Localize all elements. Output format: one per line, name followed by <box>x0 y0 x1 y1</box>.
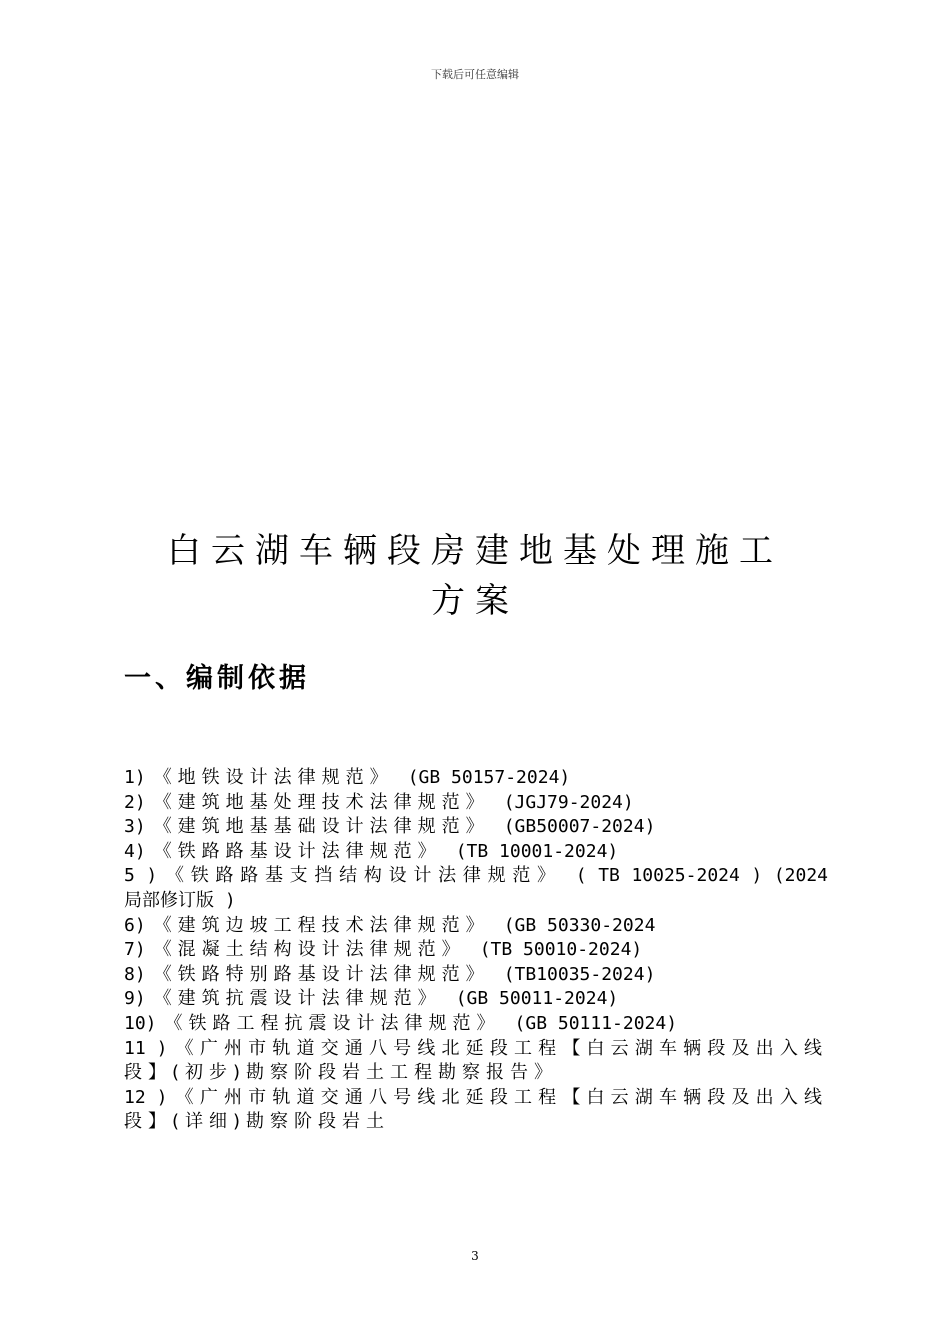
reference-item <box>124 987 828 1012</box>
reference-item <box>124 1012 828 1037</box>
reference-code: (GB 50157-2024) <box>407 767 571 788</box>
reference-number: 9) <box>124 988 146 1010</box>
reference-title: 《混凝土结构设计法律规范》 <box>153 939 466 961</box>
reference-code: ( TB 10025-2024 ) (2024 局部修订版 ) <box>124 865 828 911</box>
reference-item <box>124 815 828 840</box>
reference-item <box>124 840 828 865</box>
reference-item <box>124 1086 828 1135</box>
reference-title: 《建筑抗震设计法律规范》 <box>153 988 442 1010</box>
section-heading: 一、编制依据 <box>124 663 310 694</box>
reference-title: 《铁路路基设计法律规范》 <box>153 840 442 862</box>
reference-item <box>124 791 828 816</box>
document-title <box>122 526 828 626</box>
reference-code: (TB10035-2024) <box>503 963 656 985</box>
reference-title: 《铁路工程抗震设计法律规范》 <box>164 1012 501 1034</box>
reference-code: (GB50007-2024) <box>503 816 656 838</box>
reference-code: (TB 50010-2024) <box>479 939 643 961</box>
reference-list <box>124 766 828 1135</box>
reference-item <box>124 864 828 913</box>
document-title-line-1: 白云湖车辆段房建地基处理施工 <box>167 531 783 571</box>
header-note: 下载后可任意编辑 <box>431 68 519 81</box>
reference-title: 《地铁设计法律规范》 <box>153 767 394 788</box>
reference-number: 12 ) <box>124 1086 168 1108</box>
reference-item <box>124 963 828 988</box>
reference-number: 10) <box>124 1012 157 1034</box>
reference-number: 3) <box>124 816 146 838</box>
reference-number: 4) <box>124 840 146 862</box>
reference-number: 5 ) <box>124 865 158 887</box>
reference-number: 11 ) <box>124 1037 168 1059</box>
reference-code: (GB 50111-2024) <box>514 1012 678 1034</box>
reference-title: 《建筑地基基础设计法律规范》 <box>153 816 490 838</box>
reference-number: 1) <box>124 767 146 788</box>
reference-code: (TB 10001-2024) <box>455 840 619 862</box>
reference-item <box>124 766 828 791</box>
reference-code: (GB 50011-2024) <box>455 988 619 1010</box>
reference-code: (JGJ79-2024) <box>503 791 634 813</box>
reference-item <box>124 914 828 939</box>
reference-title: 《广州市轨道交通八号线北延段工程【白云湖车辆段及出入线段】(详细)勘察阶段岩土 <box>124 1086 828 1133</box>
reference-number: 2) <box>124 791 146 813</box>
reference-code: (GB 50330-2024 <box>503 914 656 936</box>
reference-item <box>124 1037 828 1086</box>
reference-number: 8) <box>124 963 146 985</box>
reference-title: 《铁路特别路基设计法律规范》 <box>153 963 490 985</box>
reference-title: 《铁路路基支挡结构设计法律规范》 <box>165 865 562 887</box>
page-number: 3 <box>471 1249 479 1263</box>
document-title-line-2: 方案 <box>431 581 519 621</box>
reference-title: 《建筑边坡工程技术法律规范》 <box>153 914 490 936</box>
reference-title: 《广州市轨道交通八号线北延段工程【白云湖车辆段及出入线段】(初步)勘察阶段岩土工程勘察报告》 <box>124 1037 828 1084</box>
reference-number: 6) <box>124 914 146 936</box>
reference-title: 《建筑地基处理技术法律规范》 <box>153 791 490 813</box>
reference-item <box>124 938 828 963</box>
reference-number: 7) <box>124 939 146 961</box>
